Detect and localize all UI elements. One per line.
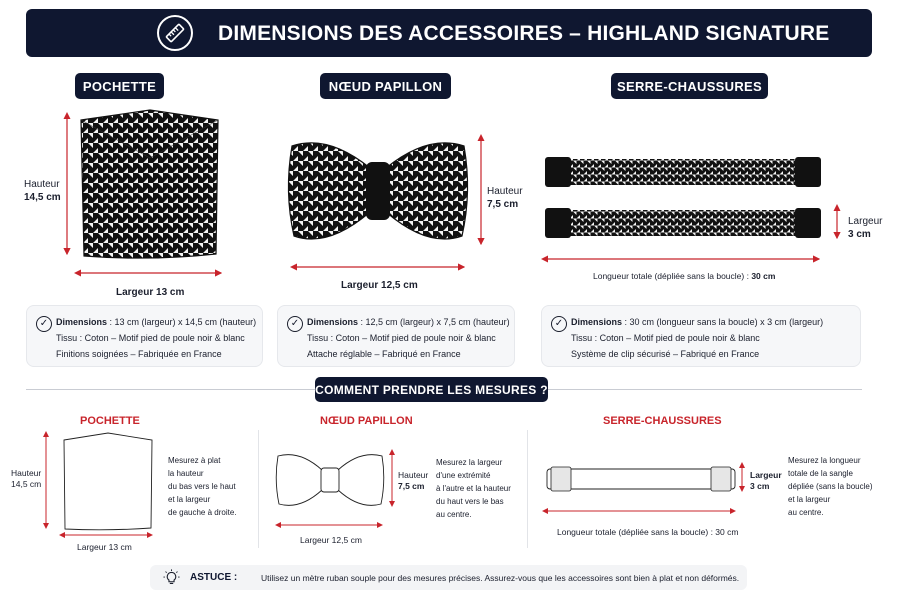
howto-noeud-note: Mesurez la largeur d'une extrémité à l'autre et la hauteur du haut vers le bas au centre. bbox=[436, 458, 511, 519]
serre-dimensions: Dimensions : 30 cm (longueur sans la boucle) x 3 cm (largeur) bbox=[571, 317, 824, 327]
noeud-width-arrow bbox=[294, 262, 466, 272]
ruler-icon bbox=[157, 15, 193, 51]
howto-noeud-height-label: Hauteur 7,5 cm bbox=[398, 470, 429, 491]
pochette-info-card bbox=[26, 305, 263, 367]
tip-label: ASTUCE : bbox=[190, 572, 238, 583]
noeud-dimensions: Dimensions : 12,5 cm (largeur) x 7,5 cm (hauteur) bbox=[307, 317, 510, 327]
noeud-info-card bbox=[277, 305, 515, 367]
howto-noeud-title: NŒUD PAPILLON bbox=[320, 415, 413, 427]
howto-serre-note: Mesurez la longueur totale de la sangle dépliée (sans la boucle) et la largeur au centre. bbox=[788, 456, 873, 517]
noeud-fabric: Tissu : Coton – Motif pied de poule noir & blanc bbox=[307, 333, 496, 343]
garter-image-top bbox=[545, 157, 821, 187]
check-icon: ✓ bbox=[287, 316, 303, 332]
page-header bbox=[26, 9, 872, 57]
pochette-width-arrow bbox=[78, 268, 223, 278]
serre-length-arrow bbox=[545, 254, 821, 264]
howto-pochette-width-label: Largeur 13 cm bbox=[77, 542, 132, 552]
serre-width-label: Largeur 3 cm bbox=[848, 216, 883, 240]
howto-noeud-width-arrow bbox=[278, 521, 384, 529]
noeud-height-arrow bbox=[476, 138, 486, 246]
lightbulb-icon bbox=[163, 569, 180, 586]
howto-serre-length-arrow bbox=[545, 507, 737, 515]
noeud-title: NŒUD PAPILLON bbox=[320, 73, 451, 99]
howto-serre-width-label: Largeur 3 cm bbox=[750, 470, 782, 491]
garter-image-bottom bbox=[545, 208, 821, 238]
howto-noeud-width-label: Largeur 12,5 cm bbox=[300, 535, 362, 545]
page-title: DIMENSIONS DES ACCESSOIRES – HIGHLAND SIGNATURE bbox=[218, 22, 830, 45]
howto-serre-length-label: Longueur totale (dépliée sans la boucle) : 30 cm bbox=[557, 527, 739, 537]
column-separator bbox=[258, 430, 259, 548]
howto-noeud-height-arrow bbox=[388, 452, 396, 508]
howto-pochette-width-arrow bbox=[62, 531, 154, 539]
column-separator bbox=[527, 430, 528, 548]
serre-title: SERRE-CHAUSSURES bbox=[611, 73, 768, 99]
pochette-image bbox=[78, 108, 222, 263]
pochette-fabric: Tissu : Coton – Motif pied de poule noir & blanc bbox=[56, 333, 245, 343]
howto-serre-width-arrow bbox=[738, 465, 746, 493]
check-icon: ✓ bbox=[551, 316, 567, 332]
pochette-dimensions: Dimensions : 13 cm (largeur) x 14,5 cm (hauteur) bbox=[56, 317, 257, 327]
noeud-width-label: Largeur 12,5 cm bbox=[341, 280, 418, 291]
check-icon: ✓ bbox=[36, 316, 52, 332]
pochette-height-label: Hauteur 14,5 cm bbox=[24, 179, 61, 203]
pochette-finish: Finitions soignées – Fabriquée en France bbox=[56, 349, 222, 359]
bowtie-image bbox=[288, 136, 468, 248]
howto-pochette-note: Mesurez à plat la hauteur du bas vers le haut et la largeur de gauche à droite. bbox=[168, 456, 237, 517]
pochette-title: POCHETTE bbox=[75, 73, 164, 99]
garter-outline-diagram bbox=[547, 466, 735, 492]
howto-serre-title: SERRE-CHAUSSURES bbox=[603, 415, 722, 427]
serre-length-label: Longueur totale (dépliée sans la boucle) : 30 cm bbox=[593, 271, 776, 281]
serre-info-card bbox=[541, 305, 861, 367]
serre-fabric: Tissu : Coton – Motif pied de poule noir & blanc bbox=[571, 333, 760, 343]
tip-text: Utilisez un mètre ruban souple pour des mesures précises. Assurez-vous que les accessoires sont bien à plat et non déformés. bbox=[261, 573, 740, 583]
serre-width-arrow bbox=[832, 208, 842, 240]
tip-bar bbox=[150, 565, 747, 590]
howto-pochette-height-arrow bbox=[42, 434, 50, 530]
noeud-finish: Attache réglable – Fabriqué en France bbox=[307, 349, 461, 359]
pochette-outline-diagram bbox=[62, 432, 154, 532]
howto-pochette-title: POCHETTE bbox=[80, 415, 140, 427]
pochette-height-arrow bbox=[63, 116, 73, 256]
howto-pochette-height-label: Hauteur 14,5 cm bbox=[11, 468, 42, 489]
noeud-height-label: Hauteur 7,5 cm bbox=[487, 186, 523, 210]
howto-title: COMMENT PRENDRE LES MESURES ? bbox=[315, 377, 548, 402]
serre-finish: Système de clip sécurisé – Fabriqué en France bbox=[571, 349, 760, 359]
bowtie-outline-diagram bbox=[276, 452, 384, 508]
pochette-width-label: Largeur 13 cm bbox=[116, 287, 185, 298]
